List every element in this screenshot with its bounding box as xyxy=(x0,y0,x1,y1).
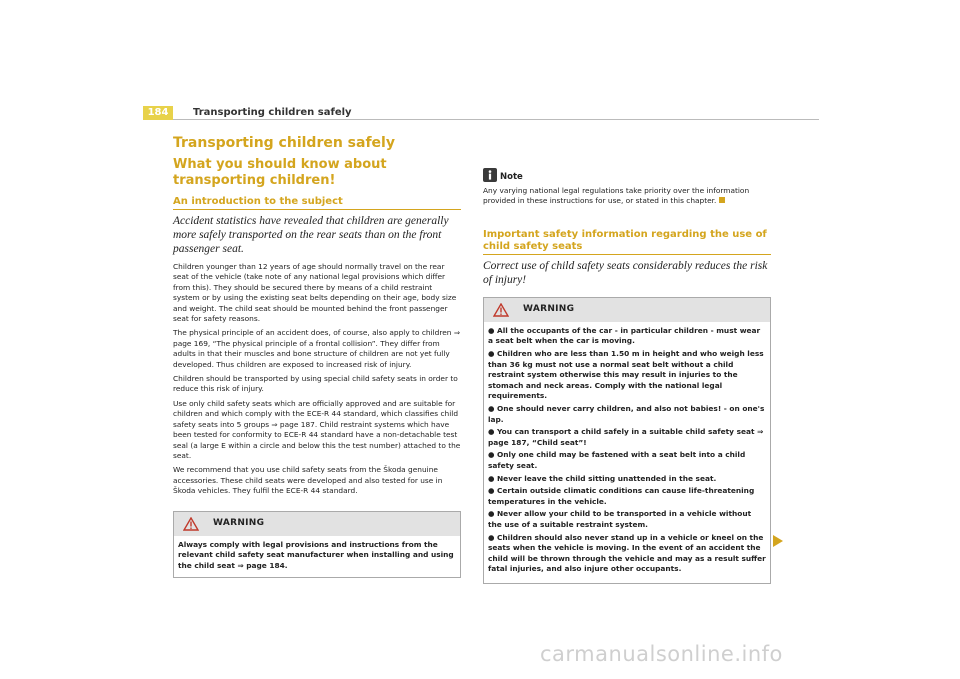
warning-item: ● You can transport a child safely in a suitable child safety seat ⇒ page 187, “Child seat”! xyxy=(488,427,764,447)
note-label: Note xyxy=(500,172,523,182)
watermark: carmanualsonline.info xyxy=(540,642,783,666)
warning-item: ● Children should also never stand up in a vehicle or kneel on the seats when the vehicle is moving. In the event of an accident the child will be thrown through the vehicle and may as a result suffer fatal injuries, and also injure other occupants. xyxy=(488,532,766,574)
warning-triangle-icon xyxy=(493,303,509,317)
warning-item: ● All the occupants of the car - in particular children - must wear a seat belt when the car is moving. xyxy=(488,325,761,346)
paragraph: Children younger than 12 years of age should normally travel on the rear seat of the vehicle (take note of any national legal provisions which differ from this). They should be secured there by means of a child restraint system or by using the existing seat belts depending on their age, body size and weight. The child seat should be mounted behind the front passenger seat for safety reasons. xyxy=(173,262,457,324)
warning-header xyxy=(484,298,770,322)
continue-arrow-icon xyxy=(773,535,783,547)
warning-header xyxy=(174,512,460,536)
warning-item: ● One should never carry children, and also not babies! - on one's lap. xyxy=(488,403,765,424)
warning-item: ● Certain outside climatic conditions can cause life-threatening temperatures in the vehicle. xyxy=(488,486,755,506)
paragraph: Children should be transported by using special child safety seats in order to reduce this risk of injury. xyxy=(173,374,458,394)
lead-text: Accident statistics have revealed that children are generally more safely transported on the rear seats than on the front passenger seat. xyxy=(173,215,449,255)
running-header: Transporting children safely xyxy=(193,107,352,118)
title-rule xyxy=(483,254,771,255)
chapter-title: Transporting children safely xyxy=(173,135,395,151)
warning-text: Always comply with legal provisions and instructions from the relevant child safety seat manufacturer when installing and using the child seat ⇒ page 184. xyxy=(178,539,454,570)
warning-item: ● Never allow your child to be transported in a vehicle without the use of a suitable restraint system. xyxy=(488,509,752,529)
note-header xyxy=(483,168,771,184)
warning-box xyxy=(173,511,461,579)
paragraph: Use only child safety seats which are officially approved and are suitable for children and which comply with the ECE-R 44 standard, which classifies child safety seats into 5 groups ⇒ page 187. Child restraint systems which have been tested for conformity to ECE-R 44 standard have a non-detachable test seal (a large E within a circle and below this the test number) attached to the seat. xyxy=(173,398,461,460)
warning-label: WARNING xyxy=(213,517,265,528)
section-title: What you should know about transporting children! xyxy=(173,157,387,188)
warning-item: ● Only one child may be fastened with a seat belt into a child safety seat. xyxy=(488,450,746,470)
right-column xyxy=(483,168,771,584)
info-icon xyxy=(483,168,497,182)
paragraph: The physical principle of an accident does, of course, also apply to children ⇒ page 169, “The physical principle of a frontal collision”. They differ from adults in that their muscles and bone structure of children are not yet fully developed. Thus children are exposed to increased risk of injury. xyxy=(173,328,461,369)
end-square-icon xyxy=(719,197,725,203)
warning-triangle-icon xyxy=(183,517,199,531)
warning-item: ● Children who are less than 1.50 m in height and who weigh less than 36 kg must not use a normal seat belt without a child restraint system otherwise this may result in injuries to the stomach and neck areas. Comply with the national legal requirements. xyxy=(488,349,764,401)
lead-text: Correct use of child safety seats considerably reduces the risk of injury! xyxy=(483,259,768,286)
warning-list xyxy=(484,322,770,583)
subsection-title: Important safety information regarding the use of child safety seats xyxy=(483,228,767,252)
page-number: 184 xyxy=(143,106,173,120)
header-rule xyxy=(173,119,819,120)
title-rule xyxy=(173,209,461,210)
paragraph: We recommend that you use child safety seats from the Škoda genuine accessories. These child seats were developed and also tested for use in Škoda vehicles. They fulfil the ECE-R 44 standard. xyxy=(173,465,443,496)
subsection-title: An introduction to the subject xyxy=(173,196,343,207)
warning-box xyxy=(483,297,771,584)
warning-item: ● Never leave the child sitting unattended in the seat. xyxy=(488,473,717,483)
note-text: Any varying national legal regulations take priority over the information provided in these instructions for use, or stated in this chapter. xyxy=(483,186,750,206)
left-column xyxy=(173,134,461,578)
warning-label: WARNING xyxy=(523,303,575,314)
